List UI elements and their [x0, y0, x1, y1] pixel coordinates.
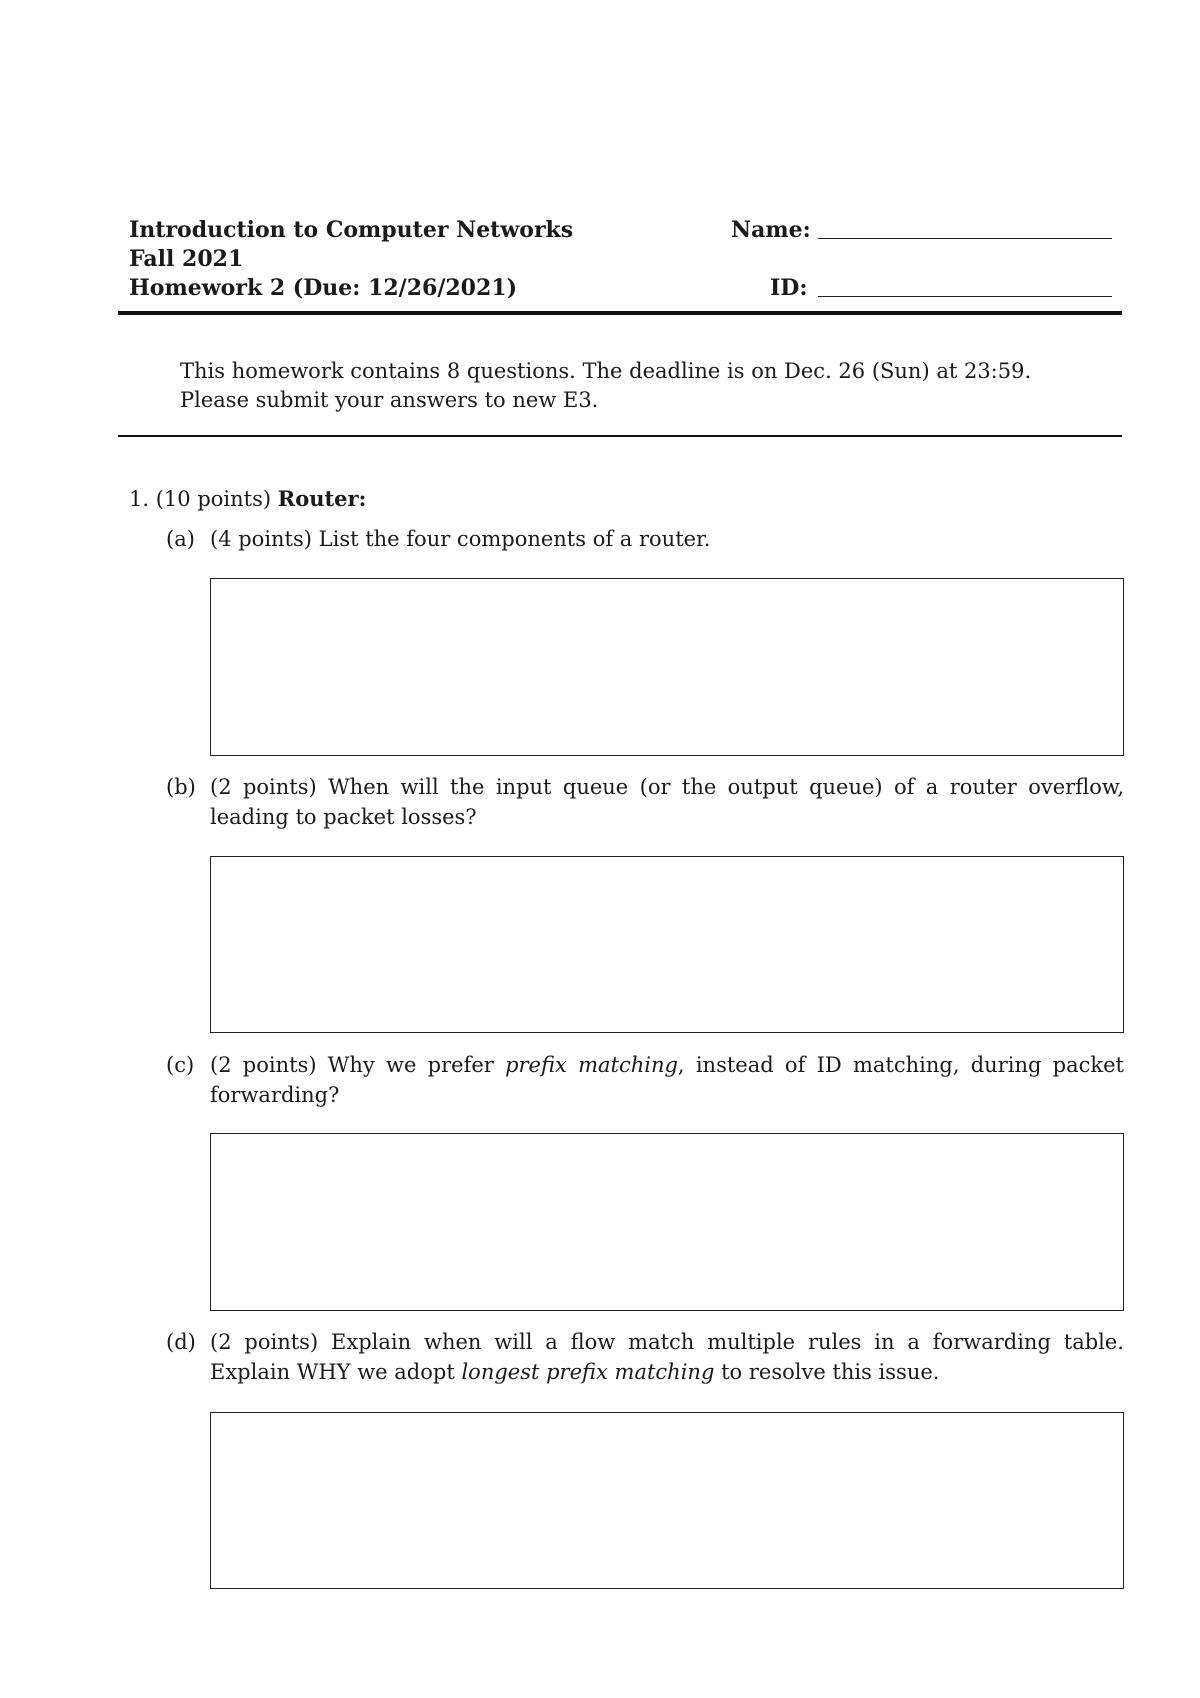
part-d-emphasis: longest prefix matching [461, 1360, 715, 1384]
part-b-text [210, 772, 1124, 832]
part-d-points: (2 points) [210, 1330, 319, 1354]
part-b-label: (b) [166, 775, 196, 799]
part-c-question-start: Why we prefer [327, 1053, 494, 1077]
answer-box-d[interactable] [210, 1412, 1124, 1589]
part-a-points: (4 points) [210, 527, 312, 551]
part-c-points: (2 points) [210, 1053, 317, 1077]
question-1-heading [129, 484, 366, 514]
part-d-question-end: to resolve this issue. [721, 1360, 940, 1384]
question-title: Router: [277, 486, 367, 511]
name-field-line[interactable] [818, 238, 1112, 239]
header-divider [118, 311, 1122, 315]
homework-title: Homework 2 (Due: 12/26/2021) [129, 275, 518, 301]
part-b-points: (2 points) [210, 775, 317, 799]
part-d-text [210, 1327, 1124, 1387]
term: Fall 2021 [129, 246, 244, 272]
part-c-label: (c) [166, 1053, 195, 1077]
part-a-question: List the four components of a router. [318, 527, 711, 551]
name-label: Name: [731, 217, 811, 243]
course-title: Introduction to Computer Networks [129, 217, 574, 243]
part-c-question-end: , instead of ID matching, during packet forwarding? [210, 1053, 1124, 1107]
part-c-emphasis: prefix matching [505, 1053, 678, 1077]
part-d-question-start: Explain when will a flow match multiple rules in a forwarding table. Explain WHY we adopt [210, 1330, 1124, 1384]
part-a-label: (a) [166, 527, 195, 551]
intro-line-2: Please submit your answers to new E3. [180, 388, 599, 412]
answer-box-a[interactable] [210, 578, 1124, 756]
question-points: (10 points) [155, 487, 272, 511]
part-a-text [210, 524, 1124, 554]
part-c-text [210, 1050, 1124, 1110]
id-label: ID: [770, 275, 808, 301]
intro-line-1: This homework contains 8 questions. The deadline is on Dec. 26 (Sun) at 23:59. [180, 359, 1032, 383]
part-b-question: When will the input queue (or the output queue) of a router overflow, leading to packet losses? [210, 775, 1125, 829]
intro-divider [118, 435, 1122, 437]
part-d-label: (d) [166, 1330, 196, 1354]
answer-box-c[interactable] [210, 1133, 1124, 1311]
answer-box-b[interactable] [210, 856, 1124, 1033]
question-number: 1. [129, 487, 150, 511]
id-field-line[interactable] [818, 296, 1112, 297]
